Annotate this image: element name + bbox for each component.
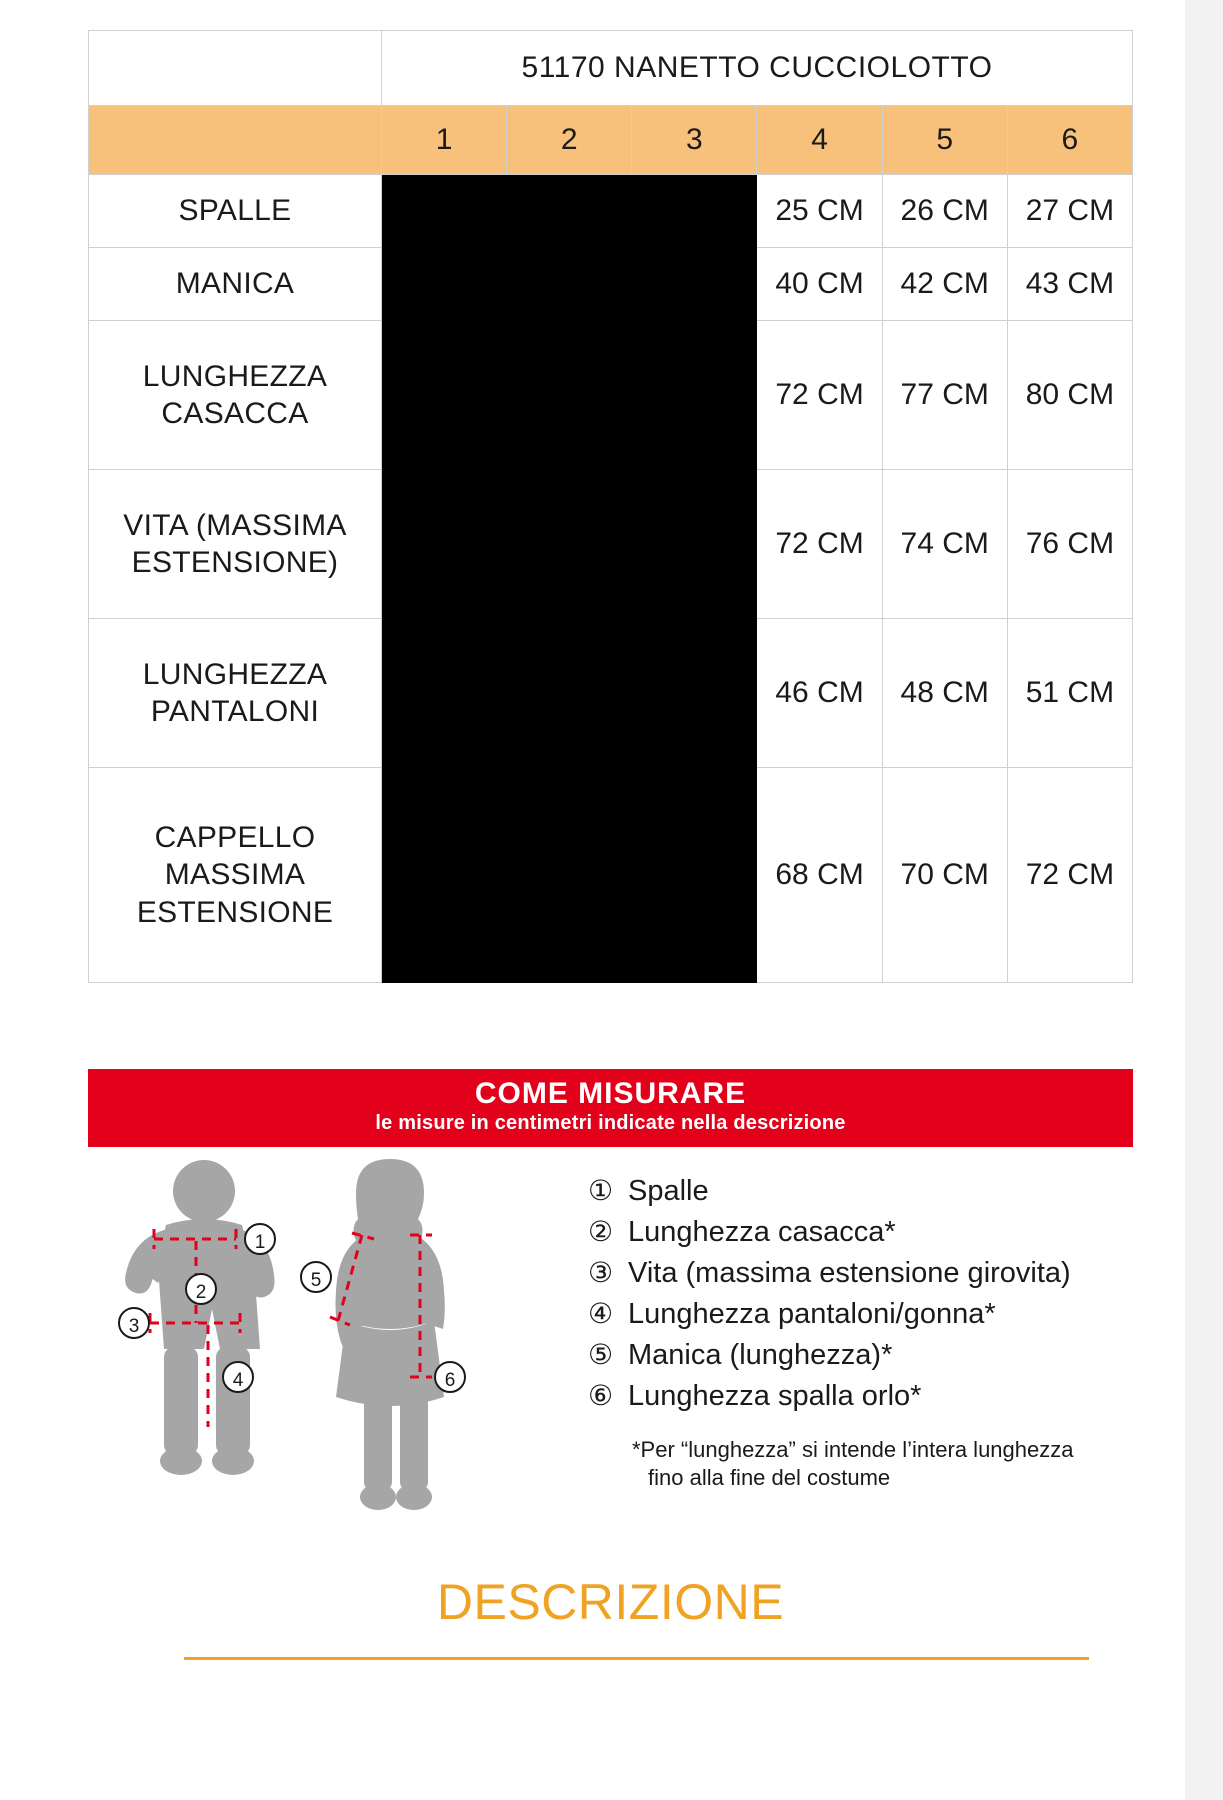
cell-manica-4: 40 CM [757, 248, 882, 321]
legend-footnote [632, 1436, 1133, 1493]
row-label-line1: VITA (MASSIMA [123, 508, 347, 542]
size-header-4: 4 [757, 106, 882, 175]
size-header-1: 1 [382, 106, 507, 175]
measurement-figures [88, 1155, 588, 1545]
cell-casacca-2 [507, 321, 632, 470]
cell-vita-1 [382, 470, 507, 619]
cell-spalle-5: 26 CM [882, 175, 1007, 248]
row-label-line3: ESTENSIONE [136, 895, 334, 929]
row-label-manica: MANICA [89, 248, 382, 321]
table-row [89, 321, 1133, 470]
row-label-lunghezza-casacca [89, 321, 382, 470]
cell-vita-6: 76 CM [1007, 470, 1132, 619]
legend-number-6: ⑥ [588, 1380, 614, 1412]
row-label-vita [89, 470, 382, 619]
legend-number-4: ④ [588, 1298, 614, 1330]
title-row-blank-cell [89, 31, 382, 106]
svg-text:1: 1 [254, 1231, 266, 1253]
table-row [89, 248, 1133, 321]
girl-figure-icon [336, 1159, 445, 1510]
cell-cappello-5: 70 CM [882, 768, 1007, 983]
svg-text:2: 2 [195, 1281, 207, 1303]
row-label-line1: CAPPELLO [154, 820, 316, 854]
legend-item [588, 1376, 1133, 1417]
size-header-row [89, 106, 1133, 175]
cell-spalle-3 [632, 175, 757, 248]
table-row [89, 619, 1133, 768]
legend-label-3: Vita (massima estensione girovita) [628, 1256, 1071, 1289]
legend-item [588, 1253, 1133, 1294]
size-header-5: 5 [882, 106, 1007, 175]
size-header-2: 2 [507, 106, 632, 175]
cell-spalle-2 [507, 175, 632, 248]
legend-item [588, 1171, 1133, 1212]
legend-label-1: Spalle [628, 1174, 709, 1207]
legend-footnote-line1: *Per “lunghezza” si intende l’intera lunghezza [632, 1436, 1074, 1462]
cell-casacca-1 [382, 321, 507, 470]
cell-cappello-4: 68 CM [757, 768, 882, 983]
table-row [89, 470, 1133, 619]
cell-cappello-1 [382, 768, 507, 983]
row-label-line1: LUNGHEZZA [142, 359, 328, 393]
size-header-6: 6 [1007, 106, 1132, 175]
legend-label-2: Lunghezza casacca* [628, 1215, 896, 1248]
come-misurare-subtitle: le misure in centimetri indicate nella descrizione [375, 1111, 846, 1134]
row-label-line2: CASACCA [161, 397, 309, 430]
legend-label-4: Lunghezza pantaloni/gonna* [628, 1298, 996, 1331]
svg-text:5: 5 [310, 1269, 322, 1291]
svg-text:4: 4 [232, 1369, 244, 1391]
size-chart-table [88, 30, 1133, 983]
row-label-lunghezza-pantaloni [89, 619, 382, 768]
svg-text:6: 6 [444, 1369, 456, 1391]
cell-manica-5: 42 CM [882, 248, 1007, 321]
cell-vita-5: 74 CM [882, 470, 1007, 619]
cell-pantaloni-2 [507, 619, 632, 768]
table-row [89, 175, 1133, 248]
page-right-gutter [1185, 0, 1223, 1800]
cell-manica-3 [632, 248, 757, 321]
cell-cappello-2 [507, 768, 632, 983]
come-misurare-body [88, 1147, 1133, 1545]
row-label-cappello [89, 768, 382, 983]
cell-pantaloni-3 [632, 619, 757, 768]
come-misurare-header [88, 1069, 1133, 1147]
cell-casacca-6: 80 CM [1007, 321, 1132, 470]
cell-spalle-1 [382, 175, 507, 248]
row-label-line2: PANTALONI [150, 695, 320, 728]
svg-text:3: 3 [128, 1315, 140, 1337]
cell-casacca-3 [632, 321, 757, 470]
cell-manica-6: 43 CM [1007, 248, 1132, 321]
cell-pantaloni-1 [382, 619, 507, 768]
product-title: 51170 NANETTO CUCCIOLOTTO [382, 31, 1133, 106]
cell-vita-3 [632, 470, 757, 619]
cell-pantaloni-6: 51 CM [1007, 619, 1132, 768]
cell-vita-4: 72 CM [757, 470, 882, 619]
measurement-legend [588, 1155, 1133, 1493]
measurement-diagram-svg [88, 1155, 588, 1545]
legend-item [588, 1294, 1133, 1335]
come-misurare-panel [88, 1069, 1133, 1545]
legend-number-3: ③ [588, 1256, 614, 1288]
row-label-line1: LUNGHEZZA [142, 657, 328, 691]
legend-item [588, 1212, 1133, 1253]
legend-footnote-line2: fino alla fine del costume [648, 1465, 891, 1491]
cell-pantaloni-4: 46 CM [757, 619, 882, 768]
legend-item [588, 1335, 1133, 1376]
cell-cappello-6: 72 CM [1007, 768, 1132, 983]
row-label-line2: ESTENSIONE) [131, 546, 339, 579]
table-row [89, 768, 1133, 983]
cell-spalle-4: 25 CM [757, 175, 882, 248]
cell-spalle-6: 27 CM [1007, 175, 1132, 248]
legend-label-6: Lunghezza spalla orlo* [628, 1380, 922, 1413]
cell-casacca-4: 72 CM [757, 321, 882, 470]
legend-number-5: ⑤ [588, 1339, 614, 1371]
descrizione-divider [184, 1657, 1089, 1660]
cell-cappello-3 [632, 768, 757, 983]
cell-pantaloni-5: 48 CM [882, 619, 1007, 768]
cell-manica-1 [382, 248, 507, 321]
descrizione-heading: DESCRIZIONE [436, 1573, 785, 1630]
row-label-spalle: SPALLE [89, 175, 382, 248]
size-header-blank-cell [89, 106, 382, 175]
table-title-row [89, 31, 1133, 106]
legend-number-2: ② [588, 1215, 614, 1247]
legend-label-5: Manica (lunghezza)* [628, 1339, 893, 1372]
size-header-3: 3 [632, 106, 757, 175]
come-misurare-title: COME MISURARE [474, 1077, 747, 1110]
cell-casacca-5: 77 CM [882, 321, 1007, 470]
cell-vita-2 [507, 470, 632, 619]
cell-manica-2 [507, 248, 632, 321]
row-label-line2: MASSIMA [164, 858, 306, 892]
legend-number-1: ① [588, 1174, 614, 1206]
